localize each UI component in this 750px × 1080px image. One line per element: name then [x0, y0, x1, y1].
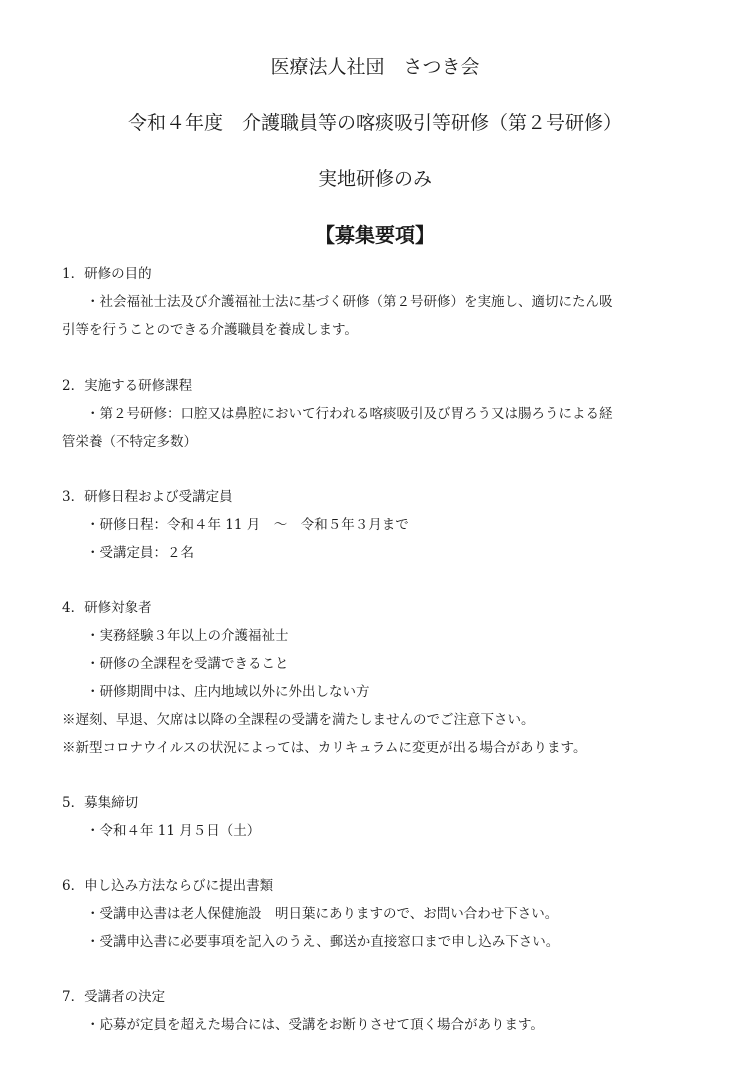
section-heading: 1．研修の目的: [62, 266, 152, 282]
section-line: ・研修期間中は、庄内地域以外に外出しない方: [86, 684, 370, 700]
section-line: 引等を行うことのできる介護職員を養成します。: [62, 322, 358, 338]
section-line: ・第２号研修：口腔又は鼻腔において行われる喀痰吸引及び胃ろう又は腸ろうによる経: [86, 406, 613, 422]
section-heading: 3．研修日程および受講定員: [62, 489, 233, 505]
section-line: ・研修日程：令和４年 11 月 ～ 令和５年３月まで: [86, 517, 409, 533]
section-line: ・令和４年 11 月５日（土）: [86, 823, 261, 839]
section-line: ・社会福祉士法及び介護福祉士法に基づく研修（第２号研修）を実施し、適切にたん吸: [86, 294, 613, 310]
section-heading: 5．募集締切: [62, 795, 139, 811]
section-line: 管栄養（不特定多数）: [62, 434, 197, 450]
course-title: 令和４年度 介護職員等の喀痰吸引等研修（第２号研修）: [127, 112, 622, 134]
section-note: ※遅刻、早退、欠席は以降の全課程の受講を満たしませんのでご注意下さい。: [62, 712, 535, 728]
section-heading: 2．実施する研修課程: [62, 378, 193, 394]
section-line: ・実務経験３年以上の介護福祉士: [86, 628, 289, 644]
section-note: ※新型コロナウイルスの状況によっては、カリキュラムに変更が出る場合があります。: [62, 740, 587, 756]
section-line: ・研修の全課程を受講できること: [86, 656, 289, 672]
section-line: ・受講定員：２名: [86, 545, 194, 561]
organization-name: 医療法人社団 さつき会: [270, 56, 480, 78]
section-heading: 4．研修対象者: [62, 600, 152, 616]
section-heading: 7．受講者の決定: [62, 989, 166, 1005]
recruitment-heading: 【募集要項】: [315, 223, 435, 247]
section-line: ・応募が定員を超えた場合には、受講をお断りさせて頂く場合があります。: [86, 1017, 544, 1033]
section-line: ・受講申込書は老人保健施設 明日葉にありますので、お問い合わせ下さい。: [86, 906, 559, 922]
section-line: ・受講申込書に必要事項を記入のうえ、郵送か直接窓口まで申し込み下さい。: [86, 934, 560, 950]
section-heading: 6．申し込み方法ならびに提出書類: [62, 878, 274, 894]
course-subtitle: 実地研修のみ: [317, 168, 432, 190]
